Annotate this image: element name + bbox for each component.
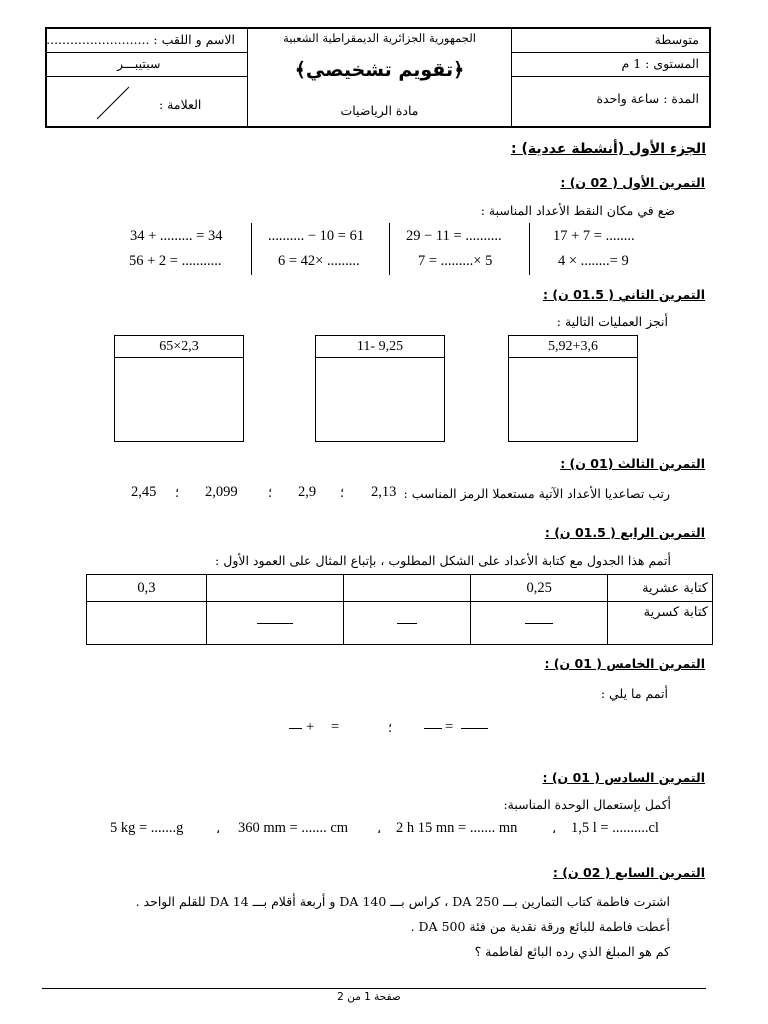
ex1-instruction: ضع في مكان النقط الأعداد المناسبة : — [480, 203, 675, 218]
part1-title: الجزء الأول (أنشطة عددية) : — [511, 141, 706, 157]
ex6-separator: ، — [552, 822, 557, 837]
ex7-line: اشترت فاطمة كتاب التمارين بـــ 250 DA ، كراس بـــ 140 DA و أربعة أقلام بـــ 14 DA للقلم الواحد . — [135, 894, 670, 909]
header-student-column — [47, 29, 248, 126]
ex3-separator: ؛ — [175, 486, 180, 501]
footer-rule — [42, 988, 706, 989]
header-table — [45, 27, 711, 128]
ex1-item: 29 − 11 = .......... — [406, 228, 502, 244]
ex1-item: 4 × ........= 9 — [558, 253, 629, 269]
grade-slash — [95, 85, 131, 121]
ex3-number: 2,45 — [131, 484, 157, 500]
table-cell[interactable] — [87, 602, 207, 645]
ex1-item: 56 + 2 = ........... — [129, 253, 222, 269]
fraction-bar — [424, 728, 442, 729]
ex7-title: التمرين السابع ( 02 ن) : — [552, 865, 705, 880]
row-label: كتابة كسرية — [608, 602, 713, 645]
operation-box[interactable] — [114, 335, 244, 442]
table-cell[interactable] — [206, 575, 343, 602]
section-label: سبتيبـــر — [117, 56, 161, 71]
ex2-instruction: أنجز العمليات التالية : — [556, 314, 668, 329]
fraction-bar — [397, 623, 417, 624]
ex6-item: 1,5 l = ..........cl — [571, 820, 659, 836]
equals-sign: = — [331, 719, 340, 735]
ex4-title: التمرين الرابع ( 01.5 ن) : — [544, 525, 705, 540]
ex3-number: 2,9 — [298, 484, 317, 500]
ex3-instruction: رتب تصاعديا الأعداد الآتية مستعملا الرمز المناسب : — [403, 486, 670, 501]
fraction-bar — [289, 728, 302, 729]
table-cell[interactable] — [206, 602, 343, 645]
ex4-table — [86, 574, 713, 645]
ex1-item: 34 + ......... = 34 — [130, 228, 223, 244]
ex6-instruction: أكمل بإستعمال الوحدة المناسبة: — [503, 797, 671, 812]
ex3-title: التمرين الثالث (01 ن) : — [560, 456, 705, 471]
ex6-item: 5 kg = .......g — [110, 820, 184, 836]
page-number: صفحة 1 من 2 — [337, 991, 401, 1003]
ex6-separator: ، — [377, 822, 382, 837]
ex3-separator: ؛ — [340, 486, 345, 501]
ex1-item: 17 + 7 = ........ — [553, 228, 635, 244]
exam-title: ﴿تقويم تشخيصي﴾ — [294, 59, 465, 81]
operation-label: 65×2,3 — [115, 336, 243, 358]
name-label: الاسم و اللقب : .......................... — [46, 32, 235, 47]
republic-title: الجمهورية الجزائرية الديمقراطية الشعبية — [283, 31, 476, 45]
ex6-separator: ، — [216, 822, 221, 837]
equals-sign: = — [445, 719, 454, 735]
row-label: كتابة عشرية — [608, 575, 713, 602]
level-label: المستوى : 1 م — [621, 56, 699, 71]
fraction-bar — [525, 623, 553, 624]
ex7-line: كم هو المبلغ الذي رده البائع لفاطمة ؟ — [474, 944, 670, 959]
table-row — [87, 575, 713, 602]
ex1-divider — [529, 223, 530, 275]
ex6-item: 2 h 15 mn = ....... mn — [396, 820, 518, 836]
table-cell[interactable] — [343, 602, 471, 645]
operation-label: 11- 9,25 — [316, 336, 444, 358]
ex1-divider — [251, 223, 252, 275]
ex5-title: التمرين الخامس ( 01 ن) : — [544, 656, 705, 671]
grade-label: العلامة : — [159, 97, 202, 112]
subject-label: مادة الرياضيات — [340, 103, 419, 118]
fraction-bar — [257, 623, 293, 624]
ex4-instruction: أتمم هذا الجدول مع كتابة الأعداد على الشكل المطلوب ، بإتباع المثال على العمود الأول : — [215, 553, 671, 568]
table-cell[interactable]: 0,3 — [87, 575, 207, 602]
plus-sign: + — [306, 719, 315, 735]
ex3-separator: ؛ — [268, 486, 273, 501]
ex2-title: التمرين الثاني ( 01.5 ن) : — [543, 287, 705, 302]
table-cell[interactable]: 0,25 — [471, 575, 608, 602]
operation-box[interactable] — [315, 335, 445, 442]
ex1-item: 6 = 42× ......... — [278, 253, 360, 269]
ex5-instruction: أتمم ما يلي : — [600, 686, 668, 701]
ex1-divider — [389, 223, 390, 275]
ex6-item: 360 mm = ....... cm — [238, 820, 349, 836]
table-row — [87, 602, 713, 645]
fraction-bar — [461, 728, 488, 729]
header-school-column — [512, 29, 709, 126]
operation-label: 5,92+3,6 — [509, 336, 637, 358]
ex7-line: أعطت فاطمة للبائع ورقة نقدية من فئة 500 DA . — [410, 919, 670, 934]
ex6-title: التمرين السادس ( 01 ن) : — [542, 770, 705, 785]
school-label: متوسطة — [654, 32, 699, 47]
header-title-column — [248, 29, 512, 126]
duration-label: المدة : ساعة واحدة — [596, 91, 699, 106]
ex3-number: 2,099 — [205, 484, 238, 500]
ex1-title: التمرين الأول ( 02 ن) : — [560, 175, 705, 190]
ex1-item: 7 = .........× 5 — [418, 253, 493, 269]
ex1-item: .......... − 10 = 61 — [268, 228, 365, 244]
table-cell[interactable] — [343, 575, 471, 602]
operation-box[interactable] — [508, 335, 638, 442]
table-cell[interactable] — [471, 602, 608, 645]
ex3-number: 2,13 — [371, 484, 397, 500]
ex5-separator: ؛ — [388, 721, 393, 736]
